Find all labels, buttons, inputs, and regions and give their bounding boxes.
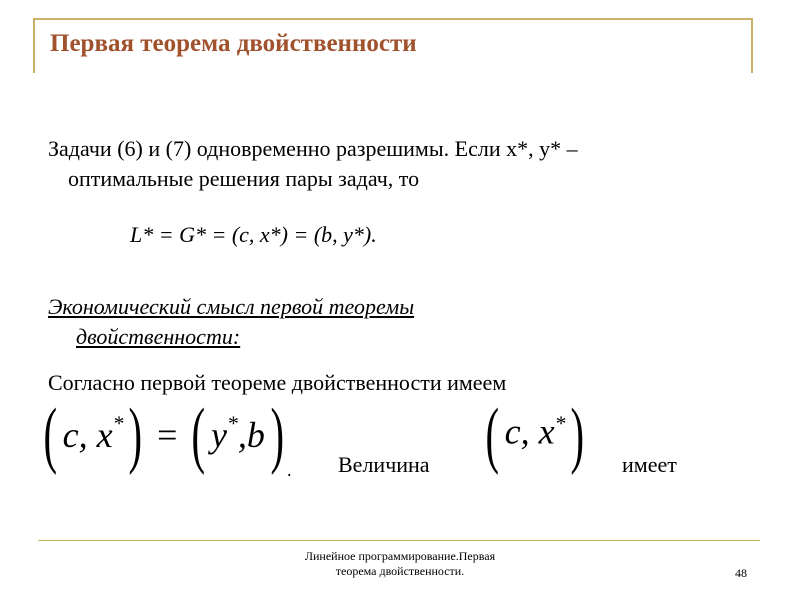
- page-number: 48: [735, 566, 747, 580]
- right-paren-1: ): [128, 394, 143, 476]
- eq1-right-expr: y: [211, 415, 228, 455]
- theorem-line-2: оптимальные решения пары задач, то: [68, 166, 420, 191]
- equation-equality: [38, 394, 289, 476]
- slide-title: Первая теорема двойственности: [50, 30, 417, 57]
- frame-left-border: [33, 18, 35, 73]
- eq1-left-star: *: [112, 411, 124, 436]
- eq2-star: *: [554, 411, 566, 436]
- left-paren-3: (: [485, 394, 500, 476]
- word-value: Величина: [338, 452, 430, 477]
- left-paren-1: (: [43, 394, 58, 476]
- eq1-right-expr-2: ,b: [237, 415, 265, 455]
- eq1-left-expr: c, x: [62, 415, 113, 455]
- word-has: имеет: [622, 452, 677, 477]
- frame-top-border: [33, 18, 753, 20]
- right-paren-3: ): [570, 394, 585, 476]
- eq2-expr: c, x: [504, 411, 555, 452]
- equals-sign: =: [157, 415, 178, 455]
- main-formula: L* = G* = (c, x*) = (b, y*).: [130, 222, 377, 247]
- paragraph-economic-meaning: [48, 292, 414, 352]
- frame-right-border: [751, 18, 753, 73]
- left-paren-2: (: [191, 394, 206, 476]
- economic-line-1: Экономический смысл первой теоремы: [48, 294, 415, 319]
- footer-caption: [240, 549, 560, 579]
- period-dot: .: [287, 460, 292, 480]
- right-paren-2: ): [270, 394, 284, 476]
- theorem-line-1: Задачи (6) и (7) одновременно разрешимы. Если x*, y* –: [48, 136, 578, 161]
- paragraph-according: Согласно первой теореме двойственности имеем: [48, 370, 507, 395]
- eq1-right-star: *: [227, 411, 238, 436]
- footer-line-2: теорема двойственности.: [335, 564, 465, 578]
- paragraph-theorem: [48, 134, 758, 194]
- economic-line-2: двойственности:: [76, 324, 241, 349]
- equation-value: [480, 394, 590, 476]
- footer-divider: [38, 540, 760, 541]
- footer-line-1: Линейное программирование.Первая: [304, 549, 496, 563]
